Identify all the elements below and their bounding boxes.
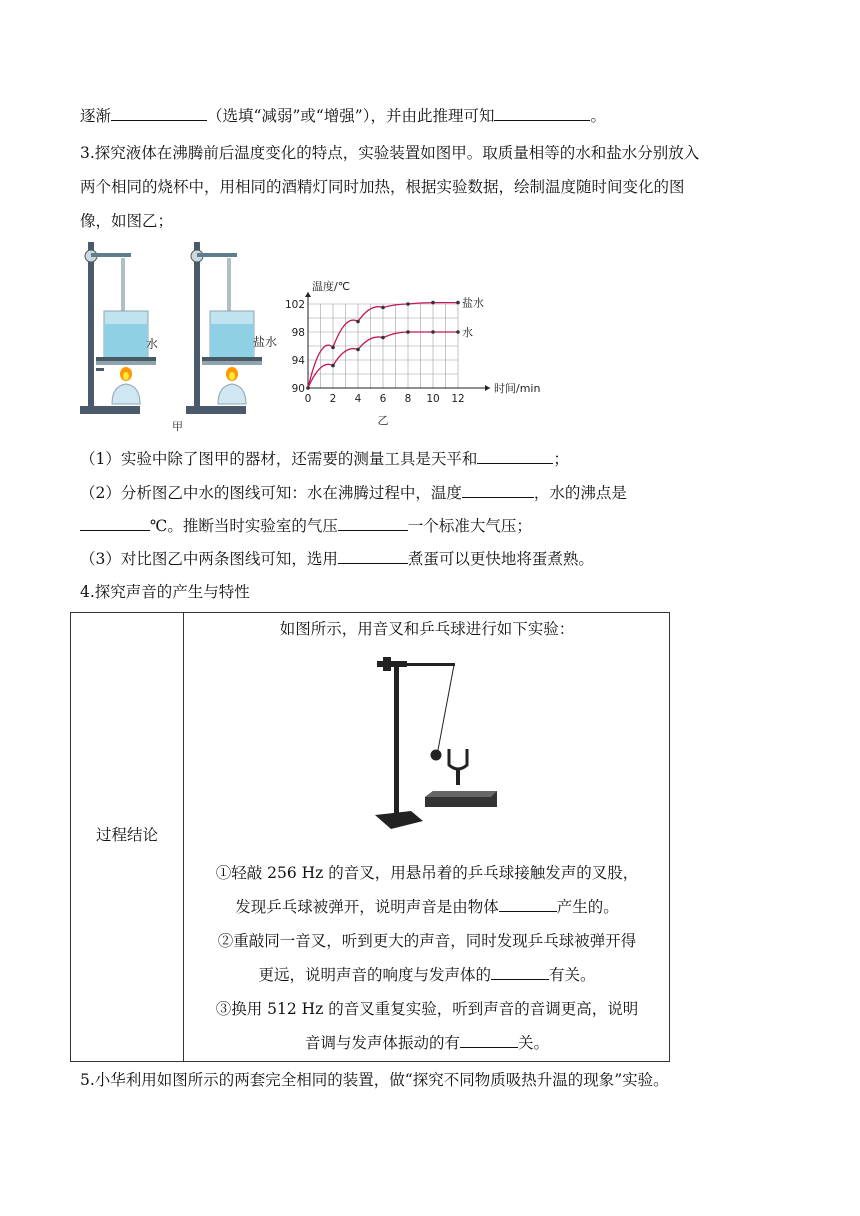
table-p3a: ③换用 512 Hz 的音叉重复实验，听到声音的音调更高，说明 [215, 1000, 639, 1018]
x-tick-label: 6 [379, 393, 387, 405]
y-axis-label: 温度/℃ [312, 280, 351, 293]
q3-sub-2-cont: ℃。推断当时实验室的气压 一个标准大气压； [80, 514, 532, 536]
q3-text-1: 3.探究液体在沸腾前后温度变化的特点，实验装置如图甲。取质量相等的水和盐水分别放入 [80, 144, 700, 162]
answer-blank[interactable] [462, 481, 534, 498]
answer-blank[interactable] [491, 963, 549, 980]
q3-sub-3: （3）对比图乙中两条图线可知，选用 煮蛋可以更快地将蛋煮熟。 [80, 547, 594, 569]
q5-text: 5.小华利用如图所示的两套完全相同的装置，做“探究不同物质吸热升温的现象”实验。 [80, 1071, 669, 1089]
table-p1b: 发现乒乓球被弹开，说明声音是由物体 产生的。 [183, 895, 671, 917]
data-point [456, 301, 460, 305]
y-axis-arrow [305, 292, 311, 297]
y-tick-label: 98 [291, 327, 305, 339]
figure-jia-label: 甲 [172, 420, 183, 433]
answer-blank[interactable] [80, 514, 150, 531]
data-point [356, 348, 360, 352]
x-tick-label: 12 [451, 393, 465, 405]
answer-blank[interactable] [338, 547, 408, 564]
apparatus-water [80, 242, 159, 414]
answer-blank[interactable] [477, 447, 553, 464]
answer-blank[interactable] [499, 895, 557, 912]
x-tick-label: 2 [329, 393, 337, 405]
series-label: 盐水 [462, 296, 484, 310]
apparatus-salt-water [186, 242, 262, 414]
data-point [331, 346, 335, 350]
x-tick-label: 4 [354, 393, 362, 405]
table-p3b: 音调与发声体振动的有 关。 [183, 1031, 671, 1053]
text-line-1: 逐渐 （选填“减弱”或“增强”），并由此推理可知 。 [80, 104, 606, 126]
figure-yi-label: 乙 [377, 414, 389, 427]
q3-sub-2: （2）分析图乙中水的图线可知：水在沸腾过程中，温度 ，水的沸点是 [80, 481, 627, 503]
beaker-2-label: 盐水 [253, 335, 278, 349]
data-point [431, 301, 435, 305]
answer-blank[interactable] [111, 104, 207, 121]
data-point [331, 364, 335, 368]
q4-table [70, 612, 670, 1062]
table-p1a: ①轻敲 256 Hz 的音叉，用悬吊着的乒乓球接触发声的叉股， [215, 864, 639, 882]
figure-jia-apparatus [76, 236, 296, 432]
data-point [406, 302, 410, 306]
data-point [431, 330, 435, 334]
data-point [406, 330, 410, 334]
q3-text-2: 两个相同的烧杯中，用相同的酒精灯同时加热，根据实验数据，绘制温度随时间变化的图 [80, 178, 685, 196]
answer-blank[interactable] [338, 514, 408, 531]
beaker-1-label: 水 [146, 337, 159, 351]
data-point [306, 386, 310, 390]
series-label: 水 [462, 326, 473, 339]
answer-blank[interactable] [494, 104, 590, 121]
table-p2b: 更远，说明声音的响度与发声体的 有关。 [183, 963, 671, 985]
x-axis-label: 时间/min [494, 382, 541, 395]
x-tick-label: 10 [426, 393, 440, 405]
table-p2a: ②重敲同一音叉，听到更大的声音，同时发现乒乓球被弹开得 [217, 932, 637, 950]
q3-text-3: 像，如图乙； [80, 212, 174, 230]
x-tick-label: 8 [404, 393, 412, 405]
tuning-fork-figure [361, 651, 501, 841]
temperature-time-chart [284, 276, 560, 434]
y-tick-label: 94 [291, 355, 305, 367]
y-tick-label: 102 [284, 299, 305, 311]
x-tick-label: 0 [304, 393, 312, 405]
data-point [381, 306, 385, 310]
data-point [381, 336, 385, 340]
y-tick-label: 90 [291, 383, 305, 395]
answer-blank[interactable] [460, 1031, 518, 1048]
q3-sub-1: （1）实验中除了图甲的器材，还需要的测量工具是天平和 ； [80, 447, 569, 469]
x-axis-arrow [485, 385, 490, 391]
data-point [456, 330, 460, 334]
left-cell-label: 过程结论 [95, 826, 158, 844]
q4-title: 4.探究声音的产生与特性 [80, 583, 250, 601]
table-intro: 如图所示，用音叉和乒乓球进行如下实验： [279, 620, 575, 638]
data-point [356, 320, 360, 324]
table-left-cell [71, 613, 184, 1061]
